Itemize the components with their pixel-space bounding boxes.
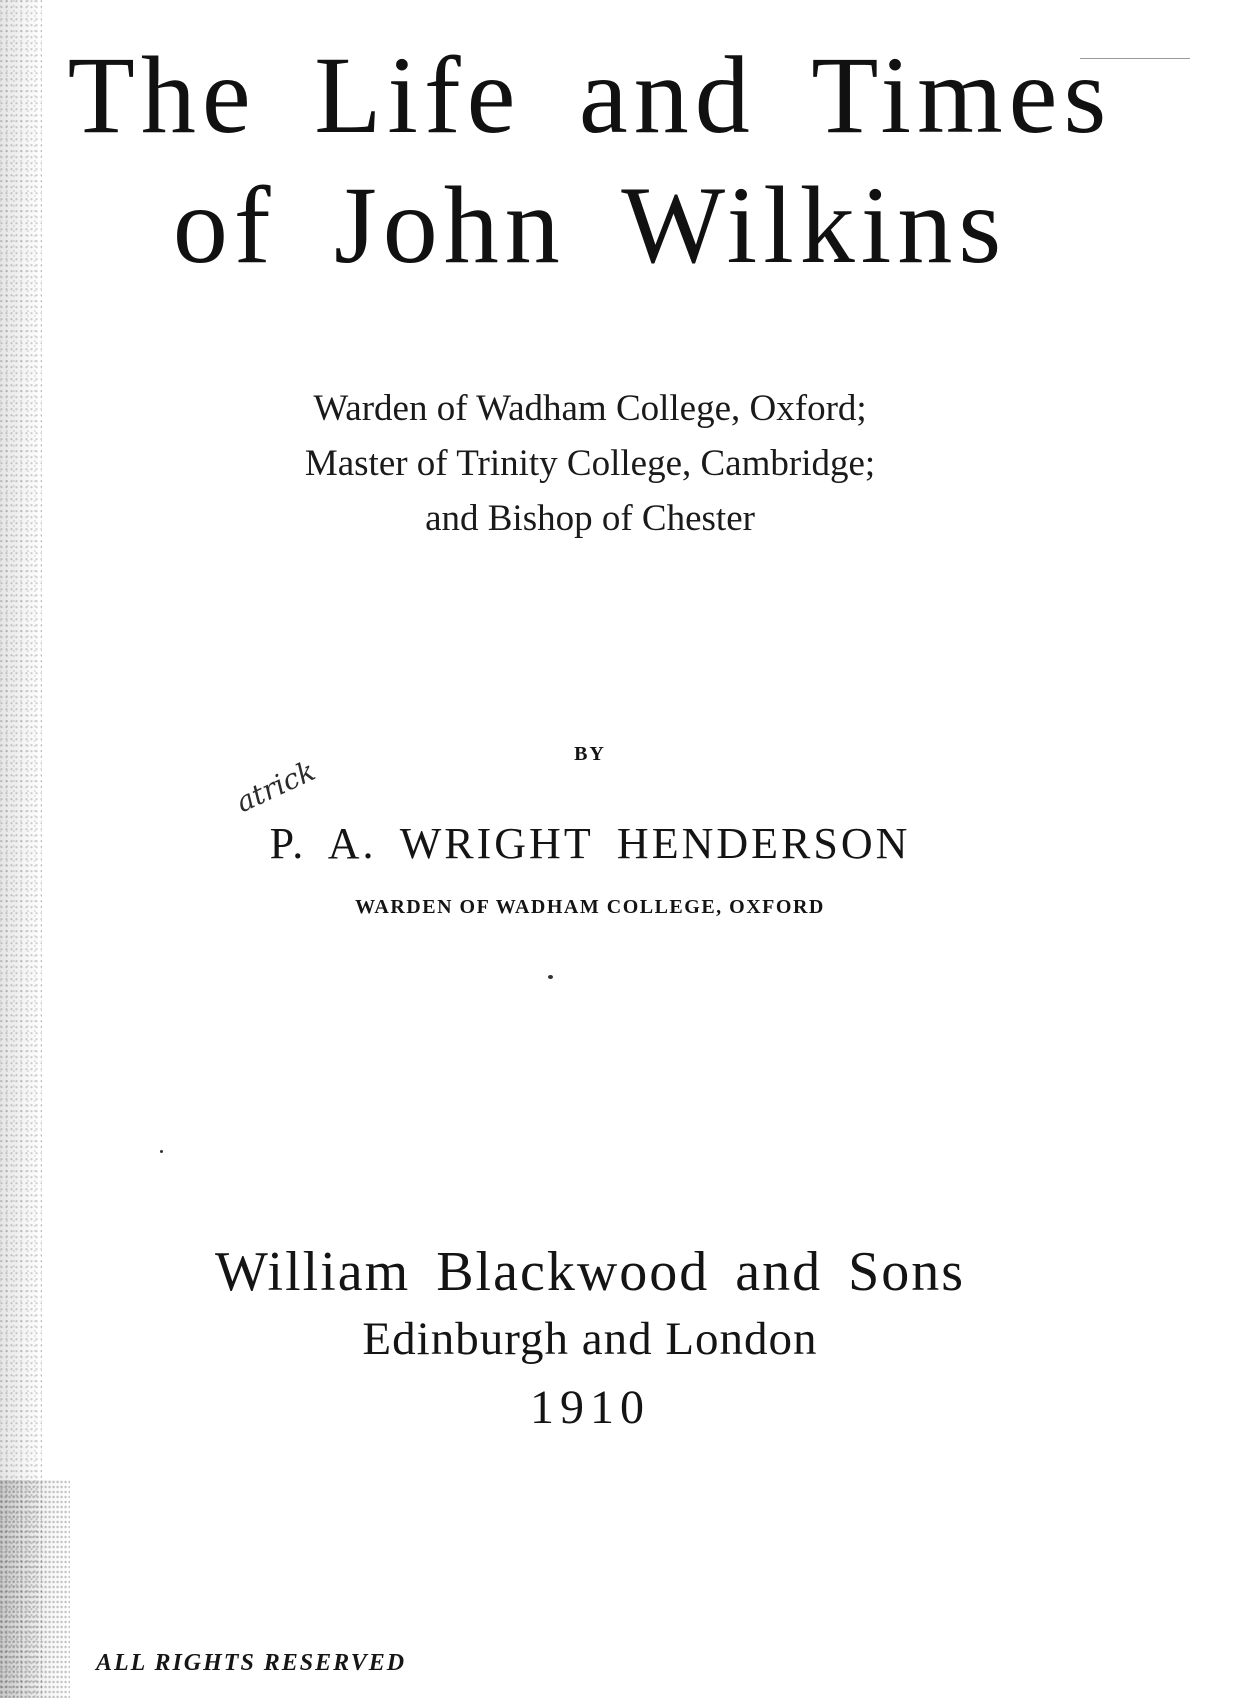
book-title-line-2: of John Wilkins [172, 164, 1008, 286]
author-name: P. A. WRIGHT HENDERSON [269, 819, 911, 868]
subtitle-line-3: and Bishop of Chester [425, 498, 755, 539]
ink-speck [160, 1150, 163, 1153]
rights-notice: ALL RIGHTS RESERVED [96, 1650, 407, 1676]
subtitle-line-1: Warden of Wadham College, Oxford; [313, 388, 867, 429]
author-role: WARDEN OF WADHAM COLLEGE, OXFORD [355, 896, 825, 918]
handwritten-annotation: atrick [231, 754, 321, 819]
publisher-name: William Blackwood and Sons [214, 1241, 966, 1303]
ink-speck [548, 975, 553, 979]
subtitle-line-2: Master of Trinity College, Cambridge; [304, 443, 876, 484]
publication-year: 1910 [530, 1381, 650, 1434]
publication-place: Edinburgh and London [362, 1313, 818, 1365]
binding-edge-bottom [0, 1480, 70, 1698]
by-label: BY [574, 743, 606, 765]
book-title-line-1: The Life and Times [67, 34, 1113, 156]
